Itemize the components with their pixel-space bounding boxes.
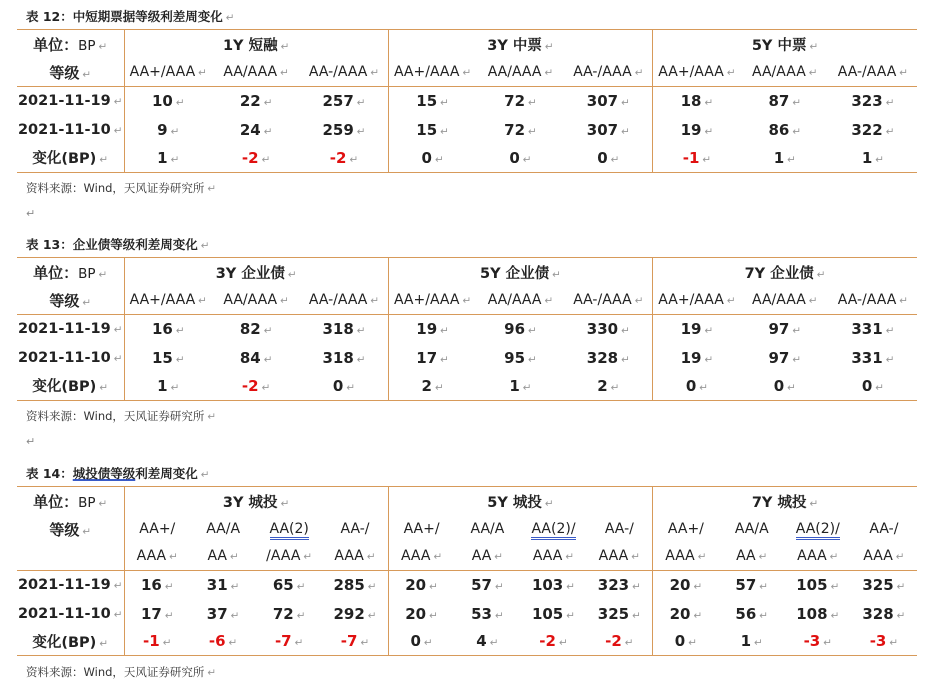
column-header: AA/AAA ↵ bbox=[487, 292, 554, 309]
column-header: AA/AAA ↵ bbox=[223, 64, 289, 81]
column-header: AA+/AAA ↵ bbox=[124, 59, 212, 87]
column-header: AA(2)/ bbox=[520, 516, 586, 543]
column-header: AA/AAA ↵ bbox=[223, 292, 289, 309]
value-cell: 1 ↵ bbox=[124, 372, 212, 401]
row-label: 2021-11-19 ↵ bbox=[17, 571, 124, 600]
value-cell: 307 ↵ bbox=[565, 87, 653, 116]
value-cell: -3 ↵ bbox=[803, 632, 833, 651]
value-cell: 72 ↵ bbox=[272, 604, 306, 623]
value-cell: 57 ↵ bbox=[454, 571, 520, 600]
value-cell: 15 ↵ bbox=[388, 87, 476, 116]
row-label: 变化(BP) ↵ bbox=[32, 151, 109, 168]
column-header: AA/AAA ↵ bbox=[752, 64, 818, 81]
value-cell: 65 ↵ bbox=[256, 571, 322, 600]
value-cell: 95 ↵ bbox=[504, 348, 537, 367]
column-header: AA/A bbox=[470, 521, 505, 537]
value-cell: 20 ↵ bbox=[653, 600, 719, 628]
group-header: 7Y 城投 ↵ bbox=[653, 487, 917, 516]
value-cell: 0 ↵ bbox=[332, 376, 356, 395]
column-header: AA ↵ bbox=[207, 548, 239, 565]
column-header: AAA ↵ bbox=[797, 548, 839, 565]
column-header: AA-/ bbox=[869, 521, 899, 537]
table14-source: 资料来源：Wind，天风证券研究所 ↵ bbox=[26, 665, 217, 679]
table-row bbox=[17, 315, 917, 344]
column-header: AA+/ bbox=[124, 516, 190, 543]
value-cell: 1 ↵ bbox=[861, 148, 885, 167]
value-cell: 2 ↵ bbox=[597, 376, 620, 395]
value-cell: 86 ↵ bbox=[768, 120, 802, 139]
value-cell: 259 ↵ bbox=[322, 120, 366, 139]
value-cell: 330 ↵ bbox=[565, 315, 653, 344]
value-cell: 53 ↵ bbox=[471, 604, 504, 623]
column-header: AA+/AAA ↵ bbox=[653, 59, 741, 87]
table-row bbox=[17, 571, 917, 600]
value-cell: 108 ↵ bbox=[796, 604, 840, 623]
table14-caption: 表 14：城投债等级利差周变化 ↵ bbox=[26, 466, 210, 481]
value-cell: 1 ↵ bbox=[124, 144, 212, 173]
value-cell: -1 ↵ bbox=[653, 144, 741, 173]
value-cell: -1 ↵ bbox=[124, 628, 190, 656]
table12-caption: 表 12：中短期票据等级利差周变化 ↵ bbox=[26, 9, 235, 24]
value-cell: 0 ↵ bbox=[653, 372, 741, 401]
row-label: 2021-11-10 ↵ bbox=[17, 605, 123, 622]
column-header: AA/AAA ↵ bbox=[752, 292, 818, 309]
column-header: AA+/ bbox=[388, 516, 454, 543]
value-cell: 15 ↵ bbox=[388, 116, 476, 144]
paragraph-mark: ↵ bbox=[26, 435, 36, 448]
column-header: AA+/AAA ↵ bbox=[388, 59, 476, 87]
value-cell: 17 ↵ bbox=[124, 600, 190, 628]
row-label: 2021-11-19 ↵ bbox=[17, 315, 124, 344]
column-header: AA-/AAA ↵ bbox=[573, 64, 644, 81]
column-header: AA-/AAA ↵ bbox=[308, 292, 380, 309]
value-cell: 328 ↵ bbox=[862, 604, 906, 623]
column-header: AA-/AAA ↵ bbox=[573, 292, 644, 309]
value-cell: 19 ↵ bbox=[653, 116, 741, 144]
value-cell: 87 ↵ bbox=[741, 87, 829, 116]
value-cell: -2 ↵ bbox=[241, 148, 271, 167]
value-cell: 19 ↵ bbox=[653, 315, 741, 344]
table13-caption: 表 13：企业债等级利差周变化 ↵ bbox=[26, 237, 210, 252]
value-cell: 1 ↵ bbox=[740, 632, 763, 651]
value-cell: 1 ↵ bbox=[509, 376, 532, 395]
value-cell: 20 ↵ bbox=[388, 600, 454, 628]
value-cell: 57 ↵ bbox=[719, 571, 785, 600]
value-cell: 328 ↵ bbox=[586, 348, 630, 367]
value-cell: 31 ↵ bbox=[190, 571, 256, 600]
group-header: 1Y 短融 ↵ bbox=[124, 30, 388, 59]
unit-label-cell: 单位：BP ↵ bbox=[33, 263, 108, 282]
value-cell: 82 ↵ bbox=[212, 315, 300, 344]
table-row bbox=[17, 372, 917, 401]
value-cell: 331 ↵ bbox=[829, 315, 917, 344]
column-header: AAA ↵ bbox=[653, 543, 719, 571]
column-header: AA ↵ bbox=[736, 548, 768, 565]
table-row bbox=[17, 87, 917, 116]
paragraph-mark: ↵ bbox=[26, 207, 36, 220]
row-label: 2021-11-10 ↵ bbox=[17, 349, 123, 366]
value-cell: 96 ↵ bbox=[476, 315, 564, 344]
column-header: AAA ↵ bbox=[124, 543, 190, 571]
column-header: AAA ↵ bbox=[388, 543, 454, 571]
value-cell: 72 ↵ bbox=[504, 120, 537, 139]
table-row bbox=[17, 344, 917, 372]
value-cell: 16 ↵ bbox=[124, 571, 190, 600]
table-row bbox=[17, 600, 917, 628]
column-header: AA ↵ bbox=[471, 548, 504, 565]
value-cell: 0 ↵ bbox=[388, 144, 476, 173]
value-cell: 4 ↵ bbox=[476, 632, 499, 651]
column-header: AA(2) bbox=[256, 516, 322, 543]
value-cell: 0 ↵ bbox=[653, 628, 719, 656]
value-cell: 22 ↵ bbox=[212, 87, 300, 116]
unit-label-cell: 单位：BP ↵ bbox=[33, 492, 108, 511]
column-header: AA+/AAA ↵ bbox=[653, 287, 741, 315]
value-cell: 285 ↵ bbox=[322, 571, 388, 600]
table14 bbox=[17, 486, 917, 656]
column-header: AA/AAA ↵ bbox=[487, 64, 554, 81]
value-cell: 10 ↵ bbox=[124, 87, 212, 116]
group-header: 5Y 企业债 ↵ bbox=[388, 258, 652, 287]
table13 bbox=[17, 257, 917, 401]
table-row bbox=[17, 628, 917, 656]
value-cell: 2 ↵ bbox=[388, 372, 476, 401]
column-header: AA/A bbox=[734, 521, 769, 537]
table12 bbox=[17, 29, 917, 173]
value-cell: 17 ↵ bbox=[388, 344, 476, 372]
column-header: AAA ↵ bbox=[334, 548, 376, 565]
group-header: 3Y 中票 ↵ bbox=[388, 30, 652, 59]
value-cell: 0 ↵ bbox=[509, 148, 532, 167]
value-cell: 19 ↵ bbox=[653, 344, 741, 372]
group-header: 3Y 城投 ↵ bbox=[124, 487, 388, 516]
group-header: 5Y 中票 ↵ bbox=[653, 30, 917, 59]
value-cell: 0 ↵ bbox=[388, 628, 454, 656]
value-cell: -2 ↵ bbox=[241, 376, 271, 395]
group-header: 5Y 城投 ↵ bbox=[388, 487, 652, 516]
table12-source: 资料来源：Wind，天风证券研究所 ↵ bbox=[26, 181, 217, 195]
column-header: AAA ↵ bbox=[598, 548, 640, 565]
value-cell: -3 ↵ bbox=[869, 632, 899, 651]
grade-label-cell: 等级 ↵ bbox=[49, 291, 92, 310]
value-cell: 37 ↵ bbox=[206, 604, 240, 623]
table-row bbox=[17, 144, 917, 173]
value-cell: 322 ↵ bbox=[851, 120, 895, 139]
value-cell: 105 ↵ bbox=[531, 604, 576, 623]
value-cell: 1 ↵ bbox=[773, 148, 796, 167]
row-label: 变化(BP) ↵ bbox=[32, 634, 109, 651]
row-label: 2021-11-19 ↵ bbox=[17, 87, 124, 116]
column-header: AA+/AAA ↵ bbox=[388, 287, 476, 315]
value-cell: 323 ↵ bbox=[829, 87, 917, 116]
value-cell: 97 ↵ bbox=[768, 348, 802, 367]
value-cell: 323 ↵ bbox=[587, 571, 653, 600]
value-cell: 103 ↵ bbox=[520, 571, 586, 600]
value-cell: -2 ↵ bbox=[539, 632, 568, 651]
grade-label-cell: 等级 ↵ bbox=[49, 520, 92, 539]
value-cell: 331 ↵ bbox=[851, 348, 895, 367]
value-cell: 318 ↵ bbox=[300, 315, 388, 344]
unit-label-cell: 单位：BP ↵ bbox=[33, 35, 108, 54]
value-cell: 18 ↵ bbox=[653, 87, 741, 116]
column-header: AA-/ bbox=[340, 521, 370, 537]
value-cell: -2 ↵ bbox=[605, 632, 634, 651]
column-header: AA-/ bbox=[604, 521, 634, 537]
value-cell: -6 ↵ bbox=[208, 632, 238, 651]
table-row bbox=[17, 116, 917, 144]
value-cell: 20 ↵ bbox=[653, 571, 719, 600]
column-header: AA+/ bbox=[653, 516, 719, 543]
value-cell: 84 ↵ bbox=[239, 348, 273, 367]
column-header: /AAA ↵ bbox=[266, 548, 313, 565]
value-cell: 20 ↵ bbox=[388, 571, 454, 600]
column-header: AAA ↵ bbox=[532, 548, 575, 565]
value-cell: 292 ↵ bbox=[333, 604, 377, 623]
value-cell: 16 ↵ bbox=[124, 315, 212, 344]
column-header: AA/A bbox=[206, 521, 241, 537]
column-header: AA-/AAA ↵ bbox=[308, 64, 380, 81]
value-cell: 307 ↵ bbox=[586, 120, 630, 139]
column-header: AA-/AAA ↵ bbox=[837, 64, 909, 81]
value-cell: 9 ↵ bbox=[124, 116, 212, 144]
value-cell: 0 ↵ bbox=[597, 148, 620, 167]
value-cell: 257 ↵ bbox=[300, 87, 388, 116]
row-label: 变化(BP) ↵ bbox=[32, 379, 109, 396]
value-cell: -2 ↵ bbox=[329, 148, 359, 167]
value-cell: -7 ↵ bbox=[340, 632, 370, 651]
column-header: AA+/AAA ↵ bbox=[124, 287, 212, 315]
value-cell: 97 ↵ bbox=[741, 315, 829, 344]
column-header: AA(2)/ bbox=[785, 516, 851, 543]
row-label: 2021-11-10 ↵ bbox=[17, 121, 123, 138]
value-cell: 24 ↵ bbox=[239, 120, 273, 139]
value-cell: 72 ↵ bbox=[476, 87, 564, 116]
table13-source: 资料来源：Wind，天风证券研究所 ↵ bbox=[26, 409, 217, 423]
value-cell: 19 ↵ bbox=[388, 315, 476, 344]
value-cell: 15 ↵ bbox=[124, 344, 212, 372]
group-header: 3Y 企业债 ↵ bbox=[124, 258, 388, 287]
column-header: AAA ↵ bbox=[863, 548, 905, 565]
value-cell: 325 ↵ bbox=[851, 571, 917, 600]
value-cell: 105 ↵ bbox=[785, 571, 851, 600]
value-cell: 0 ↵ bbox=[773, 376, 796, 395]
value-cell: -7 ↵ bbox=[274, 632, 304, 651]
value-cell: 0 ↵ bbox=[861, 376, 885, 395]
group-header: 7Y 企业债 ↵ bbox=[653, 258, 917, 287]
value-cell: 325 ↵ bbox=[597, 604, 641, 623]
value-cell: 56 ↵ bbox=[735, 604, 769, 623]
value-cell: 318 ↵ bbox=[322, 348, 366, 367]
column-header: AA-/AAA ↵ bbox=[837, 292, 909, 309]
grade-label-cell: 等级 ↵ bbox=[49, 63, 92, 82]
